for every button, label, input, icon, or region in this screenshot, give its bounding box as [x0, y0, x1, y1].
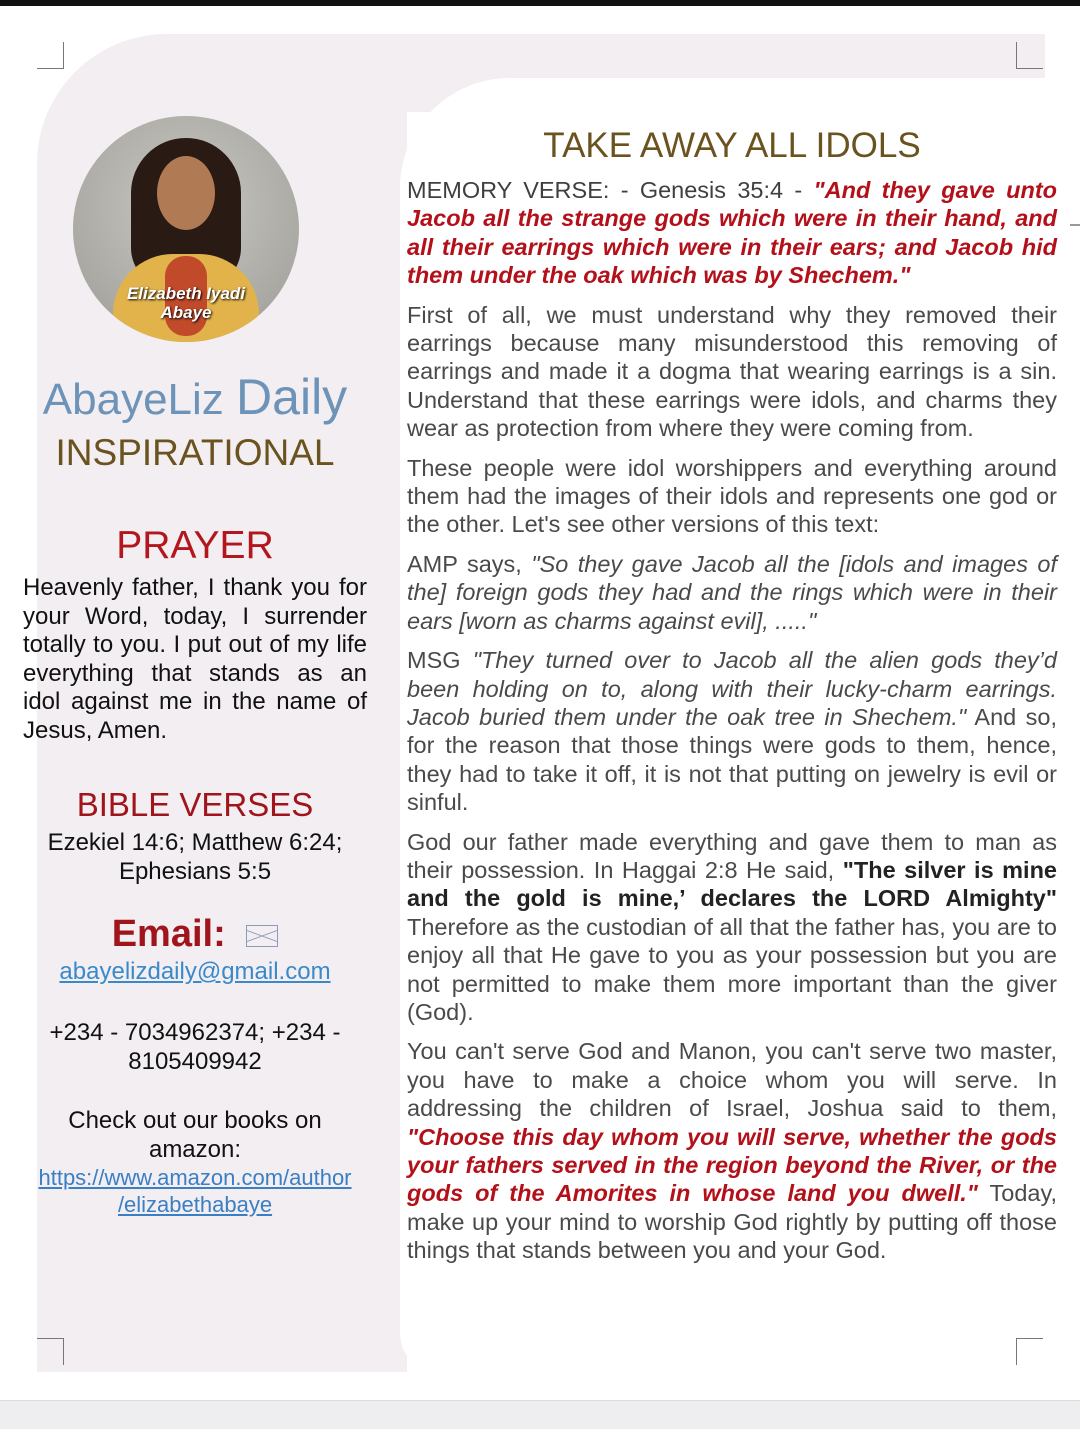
- photo-face: [157, 156, 215, 230]
- author-photo-caption: [73, 284, 299, 322]
- paragraph-3: [407, 550, 1057, 635]
- joshua-rest: Today, make up your mind to worship God rightly by putting off those things that stands between you and your God.: [407, 1180, 1057, 1264]
- email-heading: [30, 913, 360, 956]
- article-title: TAKE AWAY ALL IDOLS: [543, 126, 921, 165]
- brand-title: [30, 368, 360, 426]
- email-link[interactable]: abayelizdaily@gmail.com: [59, 958, 331, 985]
- author-name-line2: Abaye: [160, 303, 212, 322]
- paragraph-6: [407, 1037, 1057, 1264]
- paragraph-4: [407, 646, 1057, 816]
- memory-verse-label: MEMORY VERSE: - Genesis 35:4 -: [407, 177, 814, 203]
- paragraph-5: [407, 828, 1057, 1027]
- email-heading-label: Email: [111, 913, 214, 955]
- books-line1: Check out our books on: [68, 1107, 322, 1134]
- phone-line1: +234 - 7034962374; +234 -: [49, 1019, 341, 1046]
- amazon-link[interactable]: [20, 1164, 370, 1218]
- haggai-rest: Therefore as the custodian of all that the father has, you are to enjoy all that He gave to you as your possession but you are not permitted to make them more important than the giver (God).: [407, 913, 1057, 1025]
- msg-lead: MSG: [407, 647, 473, 674]
- paragraph-1: First of all, we must understand why they removed their earrings because many misunderstood this removing of earrings and made it a dogma that wearing earrings is a sin. Understand that these earrings were idols, and charms they wear as protection from where they were coming from.: [407, 301, 1057, 442]
- brand-daily: Daily: [236, 369, 348, 425]
- bottom-bar: [0, 1400, 1080, 1429]
- article-body: [407, 176, 1057, 1276]
- amazon-link-line1[interactable]: https://www.amazon.com/author: [38, 1165, 352, 1190]
- memory-verse-quote: "And they gave unto Jacob all the strange gods which were in their hand, and all their earrings which were in their ears; and Jacob hid them under the oak which was by Shechem.": [407, 177, 1057, 289]
- prayer-text: Heavenly father, I thank you for your Word, today, I surrender totally to you. I put out of my life everything that stands as an idol against me in the name of Jesus, Amen.: [23, 574, 367, 744]
- joshua-quote: "Choose this day whom you will serve, whether the gods your fathers served in the region beyond the River, or the gods of the Amorites in whose land you dwell.": [407, 1123, 1057, 1207]
- envelope-icon: [246, 925, 278, 947]
- author-name-line1: Elizabeth Iyadi: [126, 284, 246, 303]
- bible-verses-line2: Ephesians 5:5: [118, 858, 272, 885]
- paragraph-2: These people were idol worshippers and everything around them had the images of their idols and represents one god or the other. Let's see other versions of this text:: [407, 454, 1057, 538]
- books-note: [25, 1106, 365, 1164]
- joshua-lead: You can't serve God and Manon, you can't serve two master, you have to make a choice whom you will serve. In addressing the children of Israel, Joshua said to them,: [407, 1038, 1057, 1122]
- msg-rest: And so, for the reason that those things were gods to them, hence, they had to take it off, it is not that putting on jewelry is evil or sinful.: [407, 703, 1057, 816]
- brand-name: AbayeLiz: [42, 375, 224, 424]
- email-heading-colon: :: [213, 913, 226, 955]
- amazon-link-line2[interactable]: /elizabethabaye: [117, 1192, 273, 1217]
- crop-mark-bottom-left: [37, 1338, 64, 1365]
- amp-lead: AMP says,: [407, 550, 532, 577]
- crop-mark-top-right: [1016, 42, 1043, 69]
- bible-verses-heading: BIBLE VERSES: [76, 786, 314, 823]
- brand-subtitle: INSPIRATIONAL: [55, 432, 335, 473]
- crop-mark-top-left: [37, 42, 64, 69]
- books-line2: amazon:: [148, 1136, 242, 1163]
- phone-line2: 8105409942: [128, 1048, 262, 1075]
- bible-verses-list: [25, 828, 365, 886]
- haggai-lead: God our father made everything and gave them to man as their possession. In Haggai 2:8 He said,: [407, 828, 1057, 883]
- author-photo: [73, 116, 299, 342]
- crop-mark-bottom-right: [1016, 1338, 1043, 1365]
- top-border: [0, 0, 1080, 6]
- edge-tick: [1070, 224, 1080, 226]
- phone-numbers: [25, 1018, 365, 1076]
- bible-verses-line1: Ezekiel 14:6; Matthew 6:24;: [47, 829, 343, 856]
- msg-quote: "They turned over to Jacob all the alien gods they’d been holding on to, along with their lucky-charm earrings. Jacob buried them under the oak tree in Shechem.": [407, 647, 1057, 730]
- haggai-quote: "The silver is mine and the gold is mine,’ declares the LORD Almighty": [407, 856, 1057, 912]
- memory-verse: [407, 176, 1057, 290]
- prayer-heading: PRAYER: [116, 524, 274, 567]
- amp-quote: "So they gave Jacob all the [idols and images of the] foreign gods they had and the rings which were in their ears [worn as charms against evil], .....": [407, 550, 1057, 634]
